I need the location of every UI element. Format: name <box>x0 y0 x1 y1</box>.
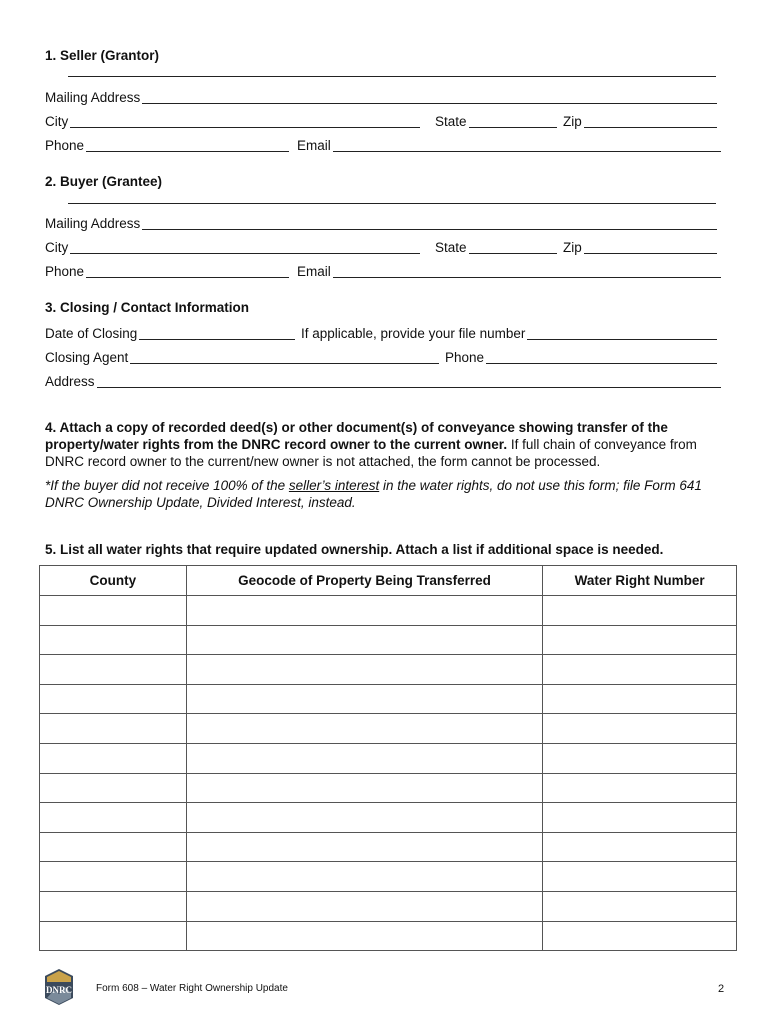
buyer-mailing-label: Mailing Address <box>45 216 141 231</box>
table-row <box>40 714 737 744</box>
file-number-field[interactable] <box>301 324 717 342</box>
section4-normal-text: If full chain of conveyance from DNRC record owner to the current/new owner is not attached, the form cannot be processed. <box>45 437 697 469</box>
seller-name-line[interactable] <box>68 62 716 77</box>
column-header-county: County <box>40 566 187 596</box>
buyer-city-label: City <box>45 240 69 255</box>
closing-address-row <box>45 372 720 390</box>
closing-date-label: Date of Closing <box>45 326 138 341</box>
buyer-mailing-row <box>45 214 720 232</box>
water-rights-table-body <box>40 596 737 951</box>
seller-phone-label: Phone <box>45 138 85 153</box>
seller-mailing-row <box>45 88 720 106</box>
county-cell[interactable] <box>40 921 187 951</box>
section3-title: 3. Closing / Contact Information <box>45 300 250 315</box>
closing-phone-label: Phone <box>445 350 485 365</box>
county-cell[interactable] <box>40 655 187 685</box>
county-cell[interactable] <box>40 684 187 714</box>
water-right-number-cell[interactable] <box>543 655 737 685</box>
county-cell[interactable] <box>40 862 187 892</box>
closing-date-field[interactable] <box>45 324 295 342</box>
seller-city-label: City <box>45 114 69 129</box>
geocode-cell[interactable] <box>186 714 542 744</box>
buyer-state-field[interactable] <box>435 238 557 256</box>
geocode-cell[interactable] <box>186 625 542 655</box>
geocode-cell[interactable] <box>186 862 542 892</box>
county-cell[interactable] <box>40 773 187 803</box>
section4-note-before: *If the buyer did not receive 100% of the <box>45 478 289 493</box>
water-right-number-cell[interactable] <box>543 625 737 655</box>
table-row <box>40 743 737 773</box>
county-cell[interactable] <box>40 714 187 744</box>
table-row <box>40 832 737 862</box>
closing-address-label: Address <box>45 374 95 389</box>
water-right-number-cell[interactable] <box>543 714 737 744</box>
geocode-cell[interactable] <box>186 891 542 921</box>
section1-title: 1. Seller (Grantor) <box>45 48 160 63</box>
water-right-number-cell[interactable] <box>543 596 737 626</box>
table-row <box>40 684 737 714</box>
section4-note-after: in the water rights, do not use this form; file Form 641 DNRC Ownership Update, Divided Interest, instead. <box>45 478 702 510</box>
buyer-zip-label: Zip <box>563 240 582 255</box>
seller-phone-row <box>45 136 720 154</box>
column-header-water-right-number: Water Right Number <box>543 566 737 596</box>
closing-phone-field[interactable] <box>445 348 717 366</box>
geocode-cell[interactable] <box>186 921 542 951</box>
table-row <box>40 921 737 951</box>
geocode-cell[interactable] <box>186 743 542 773</box>
county-cell[interactable] <box>40 743 187 773</box>
seller-email-field[interactable] <box>297 136 721 154</box>
closing-agent-label: Closing Agent <box>45 350 129 365</box>
buyer-phone-field[interactable] <box>45 262 289 280</box>
county-cell[interactable] <box>40 596 187 626</box>
geocode-cell[interactable] <box>186 684 542 714</box>
closing-address-field[interactable] <box>45 372 721 390</box>
section4-instructions <box>45 419 725 470</box>
county-cell[interactable] <box>40 891 187 921</box>
section4-note-underlined: seller’s interest <box>288 478 380 493</box>
section2-title: 2. Buyer (Grantee) <box>45 174 163 189</box>
geocode-cell[interactable] <box>186 832 542 862</box>
buyer-phone-label: Phone <box>45 264 85 279</box>
water-right-number-cell[interactable] <box>543 921 737 951</box>
seller-city-row <box>45 112 720 130</box>
water-right-number-cell[interactable] <box>543 684 737 714</box>
county-cell[interactable] <box>40 625 187 655</box>
county-cell[interactable] <box>40 832 187 862</box>
section4-bold-text: 4. Attach a copy of recorded deed(s) or other document(s) of conveyance showing transfer of the property/water rights from the DNRC record owner to the current owner. <box>45 420 668 452</box>
water-right-number-cell[interactable] <box>543 803 737 833</box>
table-row <box>40 596 737 626</box>
seller-mailing-field[interactable] <box>45 88 717 106</box>
water-right-number-cell[interactable] <box>543 743 737 773</box>
closing-agent-field[interactable] <box>45 348 439 366</box>
file-number-label: If applicable, provide your file number <box>301 326 526 341</box>
water-rights-table <box>39 565 737 951</box>
buyer-email-label: Email <box>297 264 331 279</box>
footer-form-label: Form 608 – Water Right Ownership Update <box>96 983 288 994</box>
seller-email-label: Email <box>297 138 331 153</box>
column-header-geocode: Geocode of Property Being Transferred <box>186 566 542 596</box>
table-header-row <box>40 566 737 596</box>
water-right-number-cell[interactable] <box>543 862 737 892</box>
table-row <box>40 862 737 892</box>
geocode-cell[interactable] <box>186 596 542 626</box>
geocode-cell[interactable] <box>186 803 542 833</box>
table-row <box>40 891 737 921</box>
table-row <box>40 773 737 803</box>
dnrc-logo <box>44 968 74 1006</box>
water-right-number-cell[interactable] <box>543 891 737 921</box>
geocode-cell[interactable] <box>186 773 542 803</box>
seller-city-field[interactable] <box>45 112 420 130</box>
seller-zip-field[interactable] <box>563 112 717 130</box>
footer-page-number: 2 <box>718 983 725 995</box>
buyer-phone-row <box>45 262 720 280</box>
buyer-zip-field[interactable] <box>563 238 717 256</box>
table-row <box>40 803 737 833</box>
seller-state-label: State <box>435 114 467 129</box>
buyer-city-row <box>45 238 720 256</box>
buyer-mailing-field[interactable] <box>45 214 717 232</box>
seller-phone-field[interactable] <box>45 136 289 154</box>
water-right-number-cell[interactable] <box>543 832 737 862</box>
section5-title: 5. List all water rights that require updated ownership. Attach a list if additional space is needed. <box>45 542 664 557</box>
table-row <box>40 655 737 685</box>
seller-state-field[interactable] <box>435 112 557 130</box>
water-right-number-cell[interactable] <box>543 773 737 803</box>
buyer-email-field[interactable] <box>297 262 721 280</box>
closing-agent-row <box>45 348 720 366</box>
geocode-cell[interactable] <box>186 655 542 685</box>
buyer-city-field[interactable] <box>45 238 420 256</box>
seller-mailing-label: Mailing Address <box>45 90 141 105</box>
buyer-state-label: State <box>435 240 467 255</box>
section4-note <box>45 477 725 511</box>
closing-date-row <box>45 324 720 342</box>
buyer-name-line[interactable] <box>68 189 716 204</box>
seller-zip-label: Zip <box>563 114 582 129</box>
county-cell[interactable] <box>40 803 187 833</box>
table-row <box>40 625 737 655</box>
dnrc-logo-text: DNRC <box>46 985 72 995</box>
